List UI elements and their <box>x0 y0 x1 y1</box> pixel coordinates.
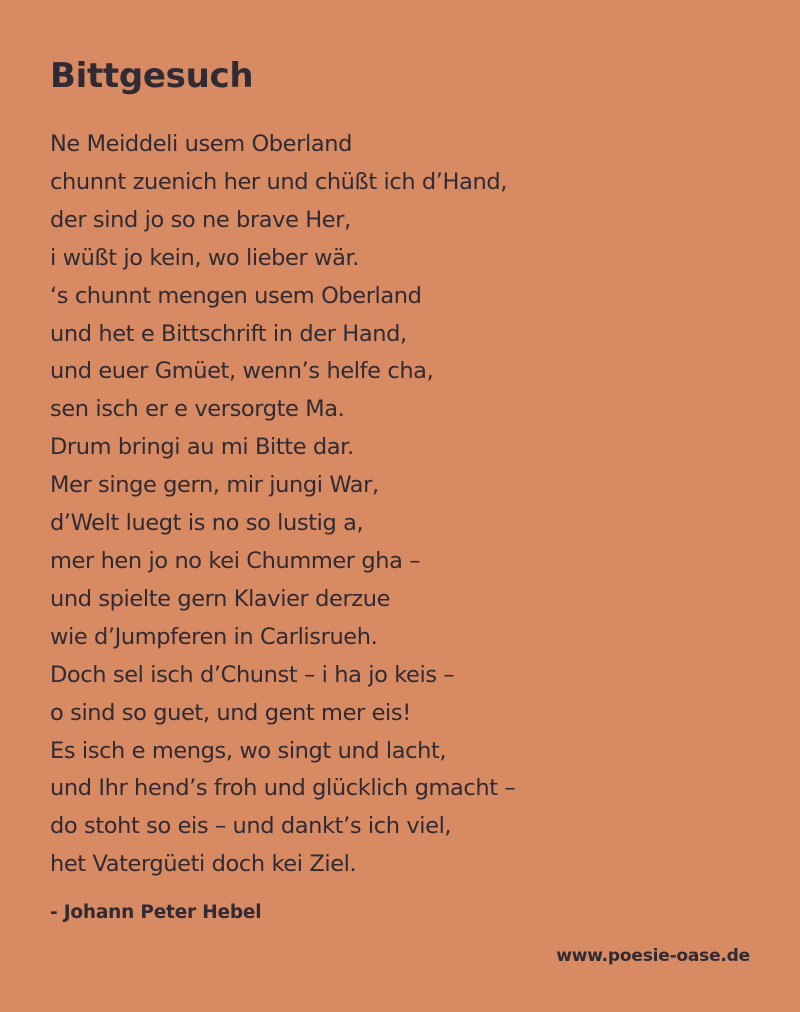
poem-line: chunnt zuenich her und chüßt ich d’Hand, <box>50 168 507 195</box>
poem-line: und Ihr hend’s froh und glücklich gmacht – <box>50 775 516 802</box>
poem-line: wie d’Jumpferen in Carlisrueh. <box>50 623 378 650</box>
poem-line: und spielte gern Klavier derzue <box>50 585 391 612</box>
poem-body <box>50 126 515 884</box>
poem-line: het Vatergüeti doch kei Ziel. <box>50 851 357 878</box>
poem-line: und euer Gmüet, wenn’s helfe cha, <box>50 358 434 385</box>
poem-line: ‘s chunnt mengen usem Oberland <box>50 282 422 309</box>
poem-line: mer hen jo no kei Chummer gha – <box>50 547 421 574</box>
poem-line: do stoht so eis – und dankt’s ich viel, <box>50 813 452 840</box>
poem-line: der sind jo so ne brave Her, <box>50 206 351 233</box>
poem-line: sen isch er e versorgte Ma. <box>50 396 345 423</box>
poem-line: Drum bringi au mi Bitte dar. <box>50 434 354 461</box>
poem-title: Bittgesuch <box>50 56 254 96</box>
poem-line: Ne Meiddeli usem Oberland <box>50 131 352 157</box>
poem-line: i wüßt jo kein, wo lieber wär. <box>50 244 359 271</box>
poem-line: o sind so guet, und gent mer eis! <box>50 699 411 726</box>
website-url: www.poesie-oase.de <box>556 946 750 966</box>
poem-line: Doch sel isch d’Chunst – i ha jo keis – <box>50 661 455 688</box>
poem-line: und het e Bittschrift in der Hand, <box>50 320 407 347</box>
poem-line: Mer singe gern, mir jungi War, <box>50 472 379 499</box>
poem-line: d’Welt luegt is no so lustig a, <box>50 510 364 537</box>
poem-line: Es isch e mengs, wo singt und lacht, <box>50 737 447 764</box>
poem-author: - Johann Peter Hebel <box>50 902 262 923</box>
